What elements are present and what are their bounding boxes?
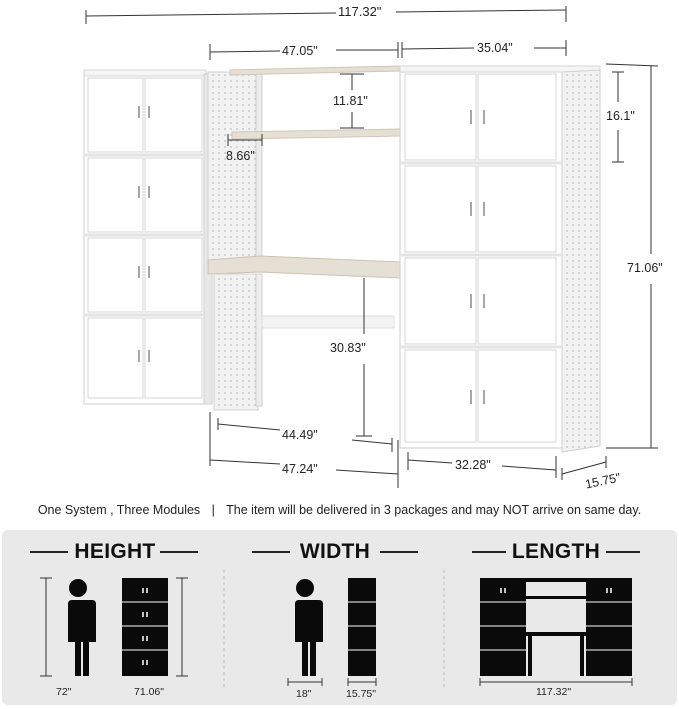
width-person-label: 18" <box>296 688 312 700</box>
comparison-graphics <box>0 530 679 705</box>
dim-cabinet-width: 32.28" <box>455 458 491 472</box>
height-person-silhouette <box>64 579 96 676</box>
dim-desk-height: 30.83" <box>330 341 366 355</box>
dim-top-cabinet-height: 16.1" <box>606 109 635 123</box>
caption-left: One System , Three Modules <box>37 503 201 517</box>
dim-total-height: 71.06" <box>627 261 663 275</box>
height-cabinet-silhouette <box>122 578 168 676</box>
width-person-silhouette <box>291 579 323 676</box>
right-cabinet-tower <box>400 66 600 452</box>
width-title: WIDTH <box>299 540 371 563</box>
dim-shelf-depth: 8.66" <box>226 149 255 163</box>
dim-depth: 15.75" <box>583 470 622 492</box>
dim-desk-top-width: 47.05" <box>282 44 318 58</box>
delivery-caption <box>0 503 679 517</box>
height-product-label: 71.06" <box>134 686 165 698</box>
length-system-silhouette <box>480 578 632 676</box>
width-cabinet-silhouette <box>348 578 376 676</box>
dim-total-width: 117.32" <box>338 4 382 19</box>
left-cabinet-tower <box>84 70 212 404</box>
dim-cabinet-width-top: 35.04" <box>477 41 513 55</box>
length-product-label: 117.32" <box>536 686 572 698</box>
length-title: LENGTH <box>511 540 601 563</box>
caption-separator: | <box>211 503 215 517</box>
width-product-label: 15.75" <box>346 688 377 700</box>
desk-module <box>208 66 400 410</box>
dim-desk-inner-width: 44.49" <box>282 428 318 442</box>
dim-desk-width: 47.24" <box>282 462 318 476</box>
height-title: HEIGHT <box>74 540 156 563</box>
height-person-label: 72" <box>56 686 72 698</box>
dim-shelf-gap: 11.81" <box>333 94 368 108</box>
caption-right: The item will be delivered in 3 packages and may NOT arrive on same day. <box>226 503 642 517</box>
